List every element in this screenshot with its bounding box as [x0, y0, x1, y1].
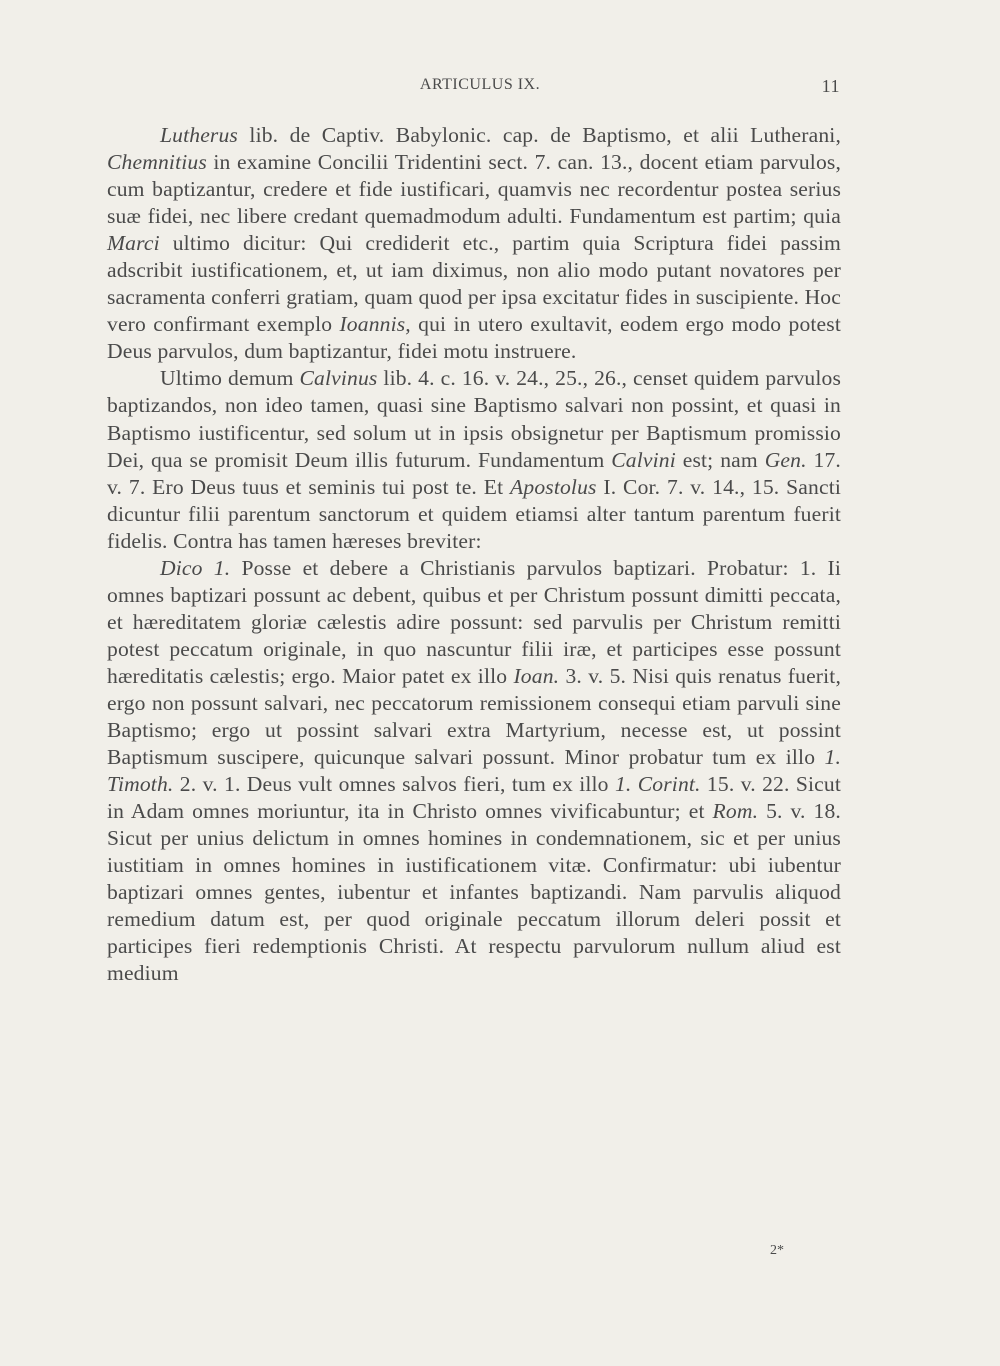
running-title: ARTICULUS IX. [419, 76, 541, 93]
text-run: 2. v. 1. Deus vult omnes salvos fieri, tum ex illo [173, 772, 615, 797]
italic-text: Rom. [712, 799, 759, 824]
text-run: lib. de Captiv. Babylonic. cap. de Baptismo, et alii Lutherani, [238, 123, 841, 147]
text-run: est; nam [675, 447, 765, 472]
text-run: ultimo dicitur: Qui crediderit etc., partim quia Scriptura fidei passim adscribit iustificationem, et, ut iam diximus, non alio modo putant novatores per sacramenta conferri gratiam, quam quod per ipsa excitatur fides in suscipiente. Hoc vero confirmant exemplo [107, 231, 841, 337]
italic-text: Lutherus [160, 123, 238, 147]
running-head [0, 76, 1000, 100]
text-run: in examine Concilii Tridentini sect. 7. can. 13., docent etiam parvulos, cum baptizantur, credere et fide iustificari, quamvis nec recordentur postea serius suæ fidei, nec libere credant quemadmodum adulti. Fundamentum est partim; quia [107, 150, 841, 229]
italic-text: Marci [107, 231, 160, 256]
text-run: qui in utero exultavit, eodem ergo modo potest Deus parvulos, dum baptizantur, fidei motu instruere. [107, 312, 841, 364]
text-run: I. Cor. 7. v. 14., 15. Sancti dicuntur filii parentum sanctorum et quidem etiamsi alter tantum parentum fuerit fidelis. Contra has tamen hæreses breviter: [107, 474, 841, 553]
italic-text: Apostolus [510, 474, 597, 499]
paragraph [107, 365, 841, 554]
italic-text: Gen. [764, 447, 807, 472]
page-number: 11 [821, 76, 840, 96]
italic-text: Dico 1. [160, 555, 231, 580]
italic-text: 1. Timoth. [107, 745, 841, 797]
text-run: lib. 4. c. 16. v. 24., 25., 26., censet quidem parvulos baptizandos, non ideo tamen, quasi sine Baptismo salvari non possint, et quasi in Baptismo iustificentur, sed solum ut in ipsis obsignetur per Baptismum promissio Dei, qua se promisit Deum illis futurum. Fundamentum [107, 366, 841, 472]
text-run: Ultimo demum [160, 366, 300, 391]
text-run: 5. v. 18. Sicut per unius delictum in omnes homines in condemnationem, sic et per unius iustitiam in omnes homines in iustificationem vitæ. Confirmatur: ubi iubentur baptizari omnes gentes, iubentur et infantes baptizandi. Nam parvulis aliquod remedium datum est, per quod originale peccatum illorum deleri possit et participes fieri redemptionis Christi. At respectu parvulorum nullum aliud est medium [107, 799, 841, 986]
text-run: 17. v. 7. Ero Deus tuus et seminis tui post te. Et [107, 447, 841, 499]
text-run: Posse et debere a Christianis parvulos baptizari. Probatur: 1. Ii omnes baptizari possunt ac debent, quibus et per Christum possunt dimitti peccata, et hæreditatem gloriæ cælestis adire possunt: sed parvulis per Christum remitti potest peccatum originale, in quo nascuntur filii iræ, et participes esse possunt hæreditatis cælestis; ergo. Maior patet ex illo [107, 555, 842, 688]
italic-text: Calvini [611, 447, 676, 472]
italic-text: Calvinus [299, 366, 378, 391]
italic-text: Chemnitius [107, 150, 207, 175]
text-run: 3. v. 5. Nisi quis renatus fuerit, ergo non possunt salvari, nec peccatorum remissionem consequi etiam parvuli sine Baptismo; ergo ut possint salvari extra Martyrium, necesse est, ut possint Baptismum suscipere, quicunque salvari possunt. Minor probatur tum ex illo [107, 663, 841, 770]
paragraph [107, 122, 841, 365]
text-run: 15. v. 22. Sicut in Adam omnes moriuntur, ita in Christo omnes vivificabuntur; et [107, 772, 842, 824]
italic-text: 1. Corint. [614, 772, 701, 797]
italic-text: Ioannis, [339, 312, 411, 337]
body-text [107, 122, 841, 988]
paragraph [107, 555, 841, 988]
signature-mark: 2* [770, 1243, 784, 1258]
italic-text: Ioan. [513, 663, 560, 688]
